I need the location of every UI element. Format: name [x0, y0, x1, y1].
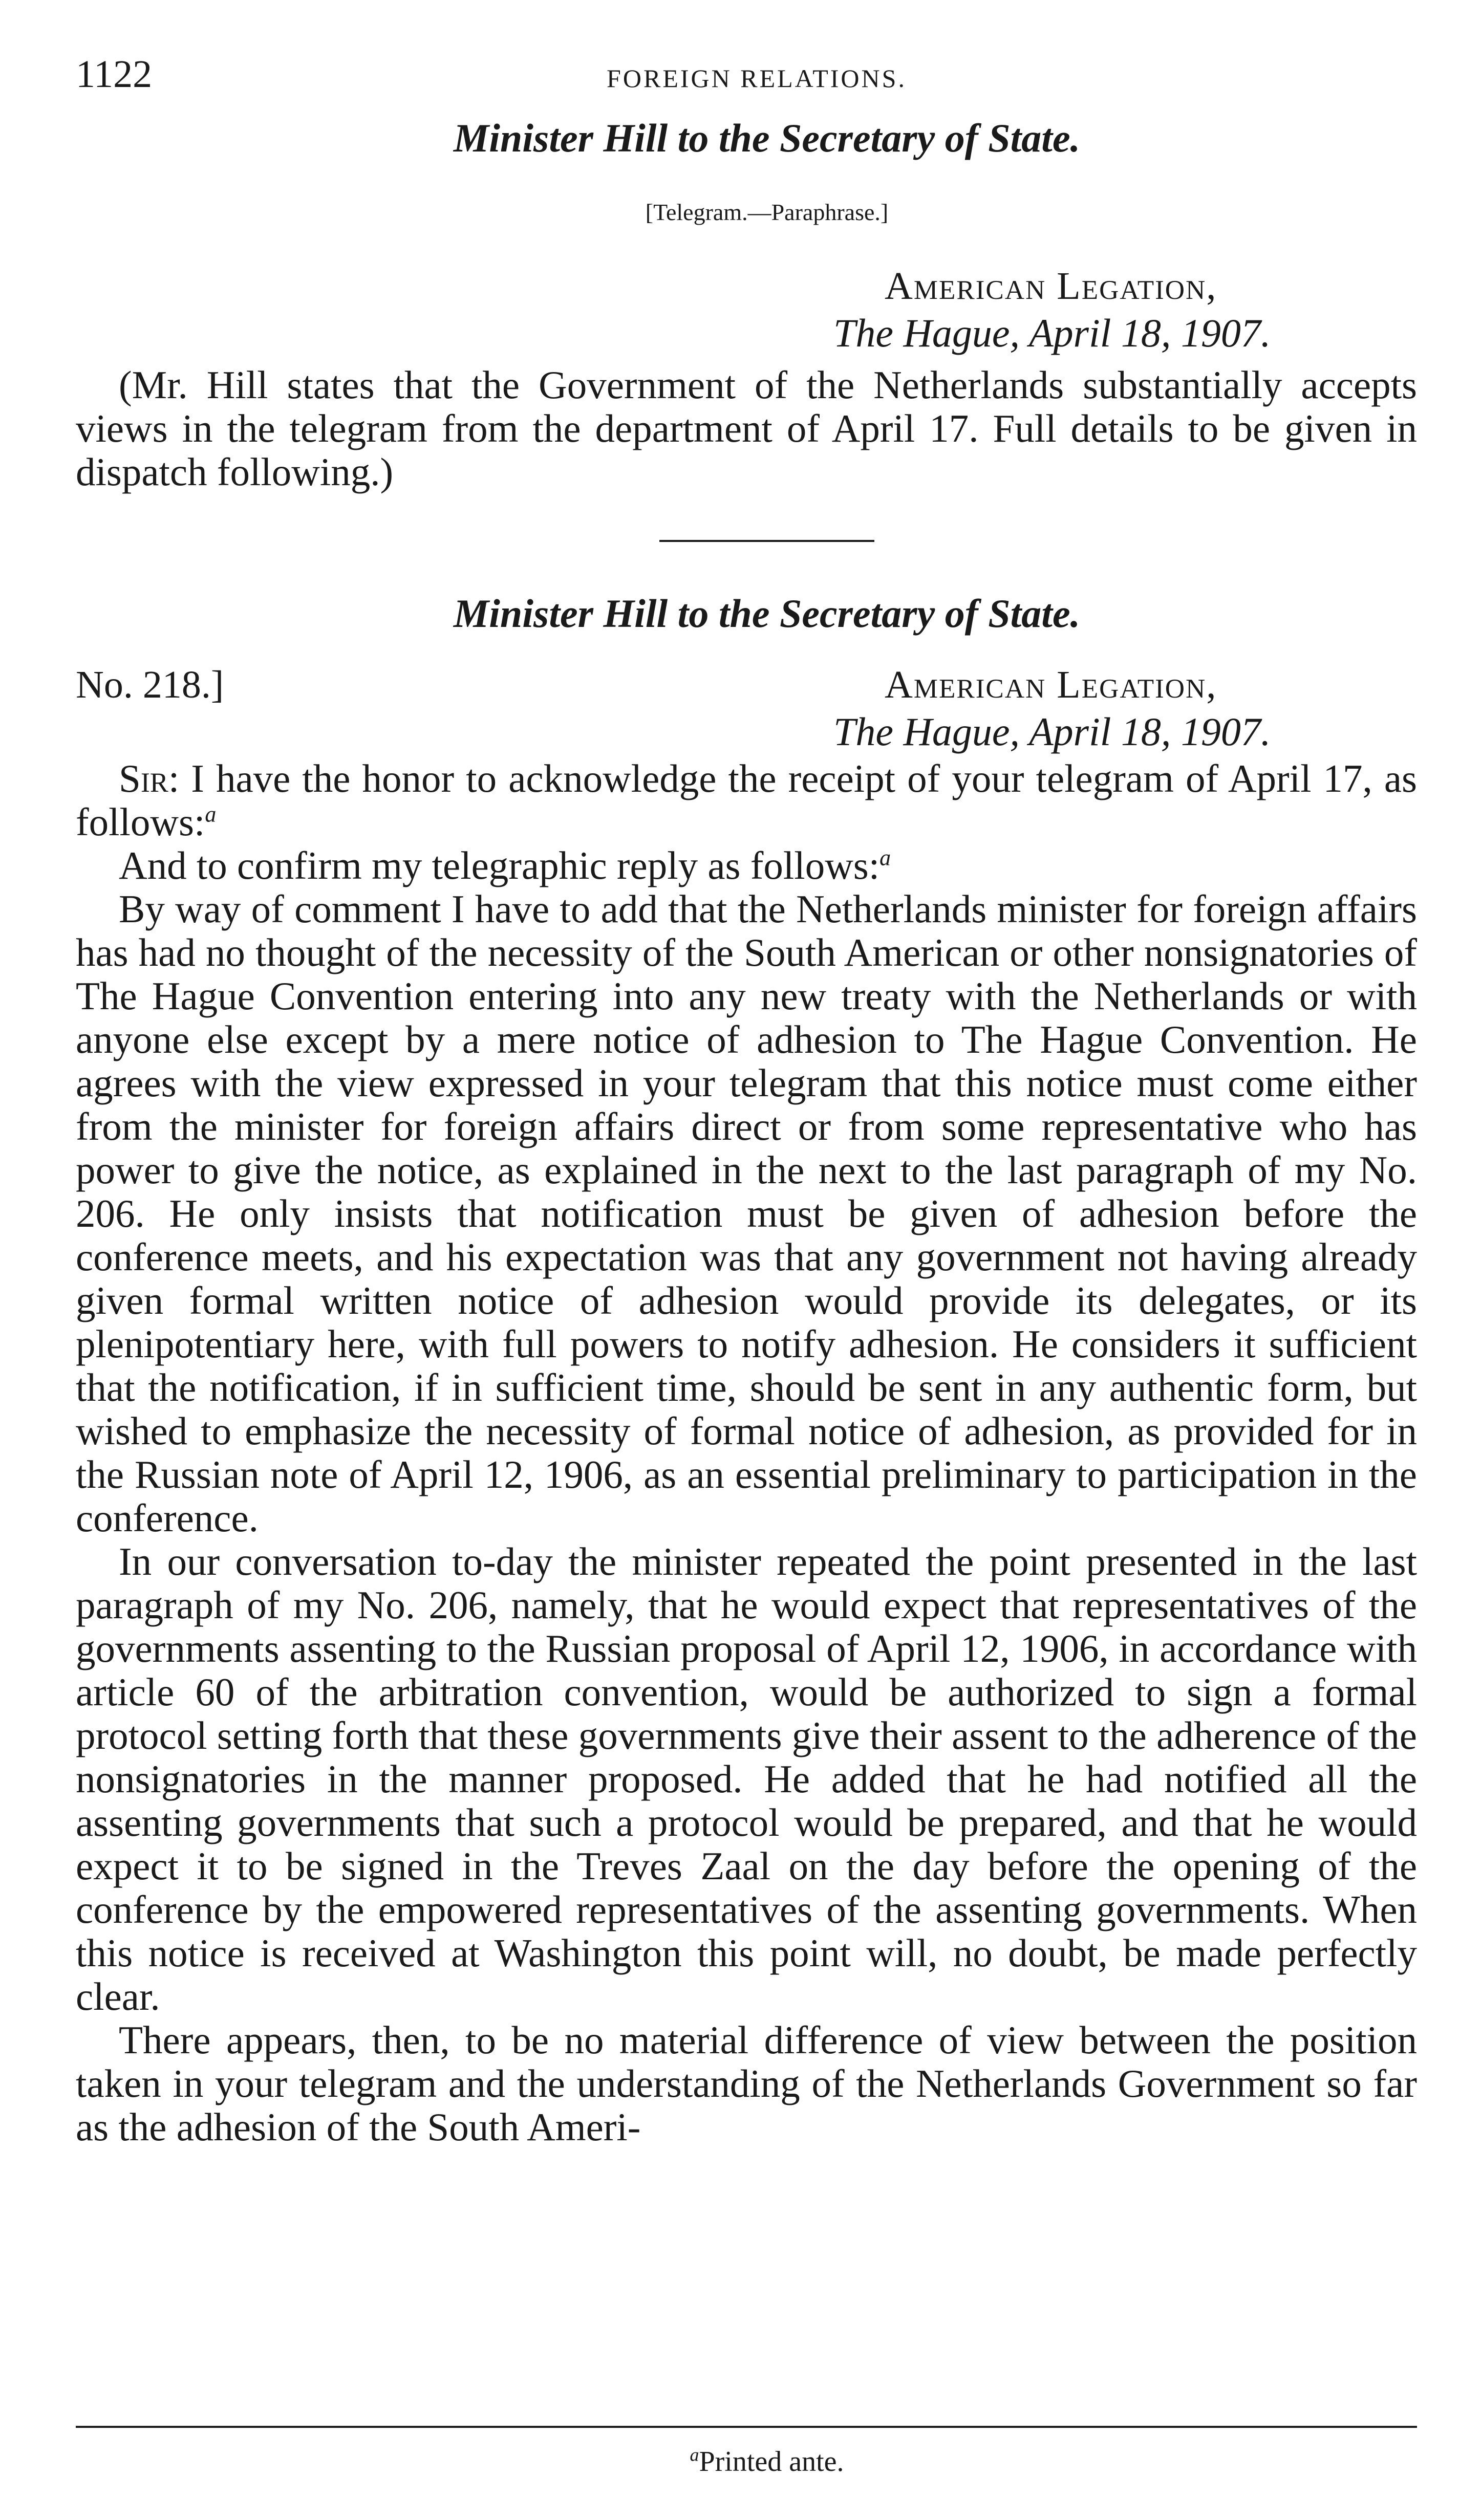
telegram-note: [Telegram.—Paraphrase.] [645, 199, 889, 225]
paragraph-acknowledge [76, 757, 1417, 844]
dispatch-number: No. 218.] [76, 663, 224, 706]
footnote-rule [76, 2426, 1417, 2428]
document-telegram [76, 113, 1417, 494]
footnote-reference: a [879, 845, 891, 871]
telegram-paragraph: (Mr. Hill states that the Government of the Netherlands substantially accepts views in the telegram from the department of April 17. Full details to be given in dispatch following.) [76, 363, 1417, 494]
dateline-place: American Legation, [885, 663, 1217, 706]
paragraph-text: : I have the honor to acknowledge the receipt of your telegram of April 17, as follows: [76, 756, 1417, 844]
salutation: Sir [119, 756, 168, 800]
paragraph-conversation: In our conversation to-day the minister repeated the point presented in the last paragraph of my No. 206, namely, that he would expect that representatives of the governments assenting to the Russian proposal of April 12, 1906, in accordance with article 60 of the arbitration convention, would be authorized to sign a formal protocol setting forth that these governments give their assent to the adherence of the nonsignatories in the manner proposed. He added that he had notified all the assenting governments that such a protocol would be prepared, and that he would expect it to be signed in the Treves Zaal on the day before the opening of the conference by the empowered representatives of the assenting governments. When this notice is received at Washington this point will, no doubt, be made perfectly clear. [76, 1539, 1417, 2018]
footnote-reference: a [205, 801, 217, 827]
section-divider [659, 540, 874, 542]
footnote [76, 2441, 1437, 2482]
dateline [76, 660, 1417, 757]
paragraph-comment: By way of comment I have to add that the Netherlands minister for foreign affairs has had no thought of the necessity of the South American or other nonsignatories of The Hague Convention entering into any new treaty with the Netherlands or with anyone else except by a mere notice of adhesion to The Hague Convention. He agrees with the view expressed in your telegram that this notice must come either from the minister for foreign affairs direct or from some representative who has power to give the notice, as explained in the next to the last paragraph of my No. 206. He only insists that notification must be given of adhesion before the conference meets, and his expectation was that any government not having already given formal written notice of adhesion would provide its delegates, or its plenipotentiary here, with full powers to notify adhesion. He considers it sufficient that the notification, if in sufficient time, should be sent in any authentic form, but wished to emphasize the necessity of formal notice of adhesion, as provided for in the Russian note of April 12, 1906, as an essential preliminary to participation in the conference. [76, 887, 1417, 1540]
footnote-mark: a [690, 2444, 699, 2465]
dateline-place: American Legation, [885, 265, 1217, 308]
dateline [76, 261, 1417, 363]
document-heading: Minister Hill to the Secretary of State. [453, 591, 1081, 636]
dateline-date: The Hague, April 18, 1907. [833, 709, 1271, 754]
paragraph-confirm [76, 844, 1417, 887]
paragraph-text: And to confirm my telegraphic reply as follows: [119, 843, 880, 887]
page [76, 51, 1417, 2149]
running-title: FOREIGN RELATIONS. [607, 64, 907, 93]
dateline-date: The Hague, April 18, 1907. [833, 311, 1271, 355]
running-head [76, 51, 1417, 113]
page-number: 1122 [76, 53, 153, 96]
paragraph-conclusion: There appears, then, to be no material difference of view between the position taken in your telegram and the understanding of the Netherlands Government so far as the adhesion of the South Ameri- [76, 2018, 1417, 2149]
document-heading: Minister Hill to the Secretary of State. [453, 116, 1081, 160]
footnote-text: Printed ante. [699, 2446, 844, 2478]
document-dispatch [76, 588, 1417, 2149]
